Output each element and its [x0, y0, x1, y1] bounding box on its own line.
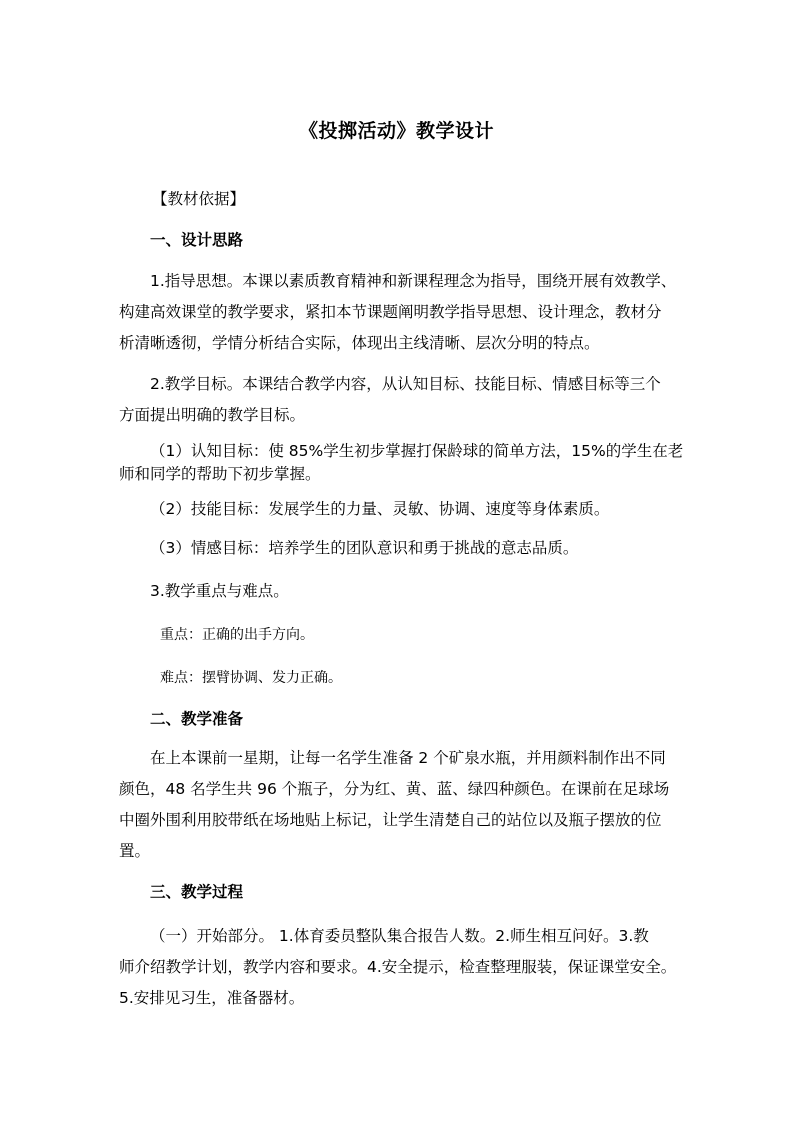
paragraph-guiding-line1: 1.指导思想。本课以素质教育精神和新课程理念为指导，围绕开展有效教学、 [150, 272, 677, 290]
heading-design-idea: 一、设计思路 [150, 231, 244, 249]
paragraph-guiding-line3: 析清晰透彻，学情分析结合实际，体现出主线清晰、层次分明的特点。 [119, 334, 600, 352]
goal-skill: （2）技能目标：发展学生的力量、灵敏、协调、速度等身体素质。 [150, 500, 610, 518]
paragraph-key-difficulty: 3.教学重点与难点。 [150, 582, 289, 600]
key-point: 重点：正确的出手方向。 [160, 627, 314, 643]
goal-cognitive-line1: （1）认知目标：使 85%学生初步掌握打保龄球的简单方法，15%的学生在老 [150, 442, 684, 460]
heading-teaching-prep: 二、教学准备 [150, 710, 244, 728]
prep-line2: 颜色，48 名学生共 96 个瓶子，分为红、黄、蓝、绿四种颜色。在课前在足球场 [119, 780, 670, 798]
paragraph-goals-line1: 2.教学目标。本课结合教学内容，从认知目标、技能目标、情感目标等三个 [150, 375, 661, 393]
goal-emotion: （3）情感目标：培养学生的团队意识和勇于挑战的意志品质。 [150, 539, 579, 557]
heading-teaching-process: 三、教学过程 [150, 883, 244, 901]
paragraph-guiding-line2: 构建高效课堂的教学要求，紧扣本节课题阐明教学指导思想、设计理念，教材分 [119, 303, 662, 321]
document-title: 《投掷活动》教学设计 [298, 120, 494, 142]
prep-line3: 中圈外围利用胶带纸在场地贴上标记，让学生清楚自己的站位以及瓶子摆放的位 [119, 811, 662, 829]
goal-cognitive-line2: 师和同学的帮助下初步掌握。 [119, 465, 321, 483]
prep-line1: 在上本课前一星期，让每一名学生准备 2 个矿泉水瓶，并用颜料制作出不同 [150, 749, 666, 767]
difficulty-point: 难点：摆臂协调、发力正确。 [160, 670, 342, 686]
process-line1: （一）开始部分。 1.体育委员整队集合报告人数。2.师生相互问好。3.教 [150, 927, 649, 945]
section-basis-label: 【教材依据】 [152, 190, 246, 208]
process-line3: 5.安排见习生，准备器材。 [119, 989, 305, 1007]
paragraph-goals-line2: 方面提出明确的教学目标。 [119, 406, 306, 424]
process-line2: 师介绍教学计划，教学内容和要求。4.安全提示，检查整理服装，保证课堂安全。 [119, 958, 677, 976]
prep-line4: 置。 [119, 842, 151, 860]
